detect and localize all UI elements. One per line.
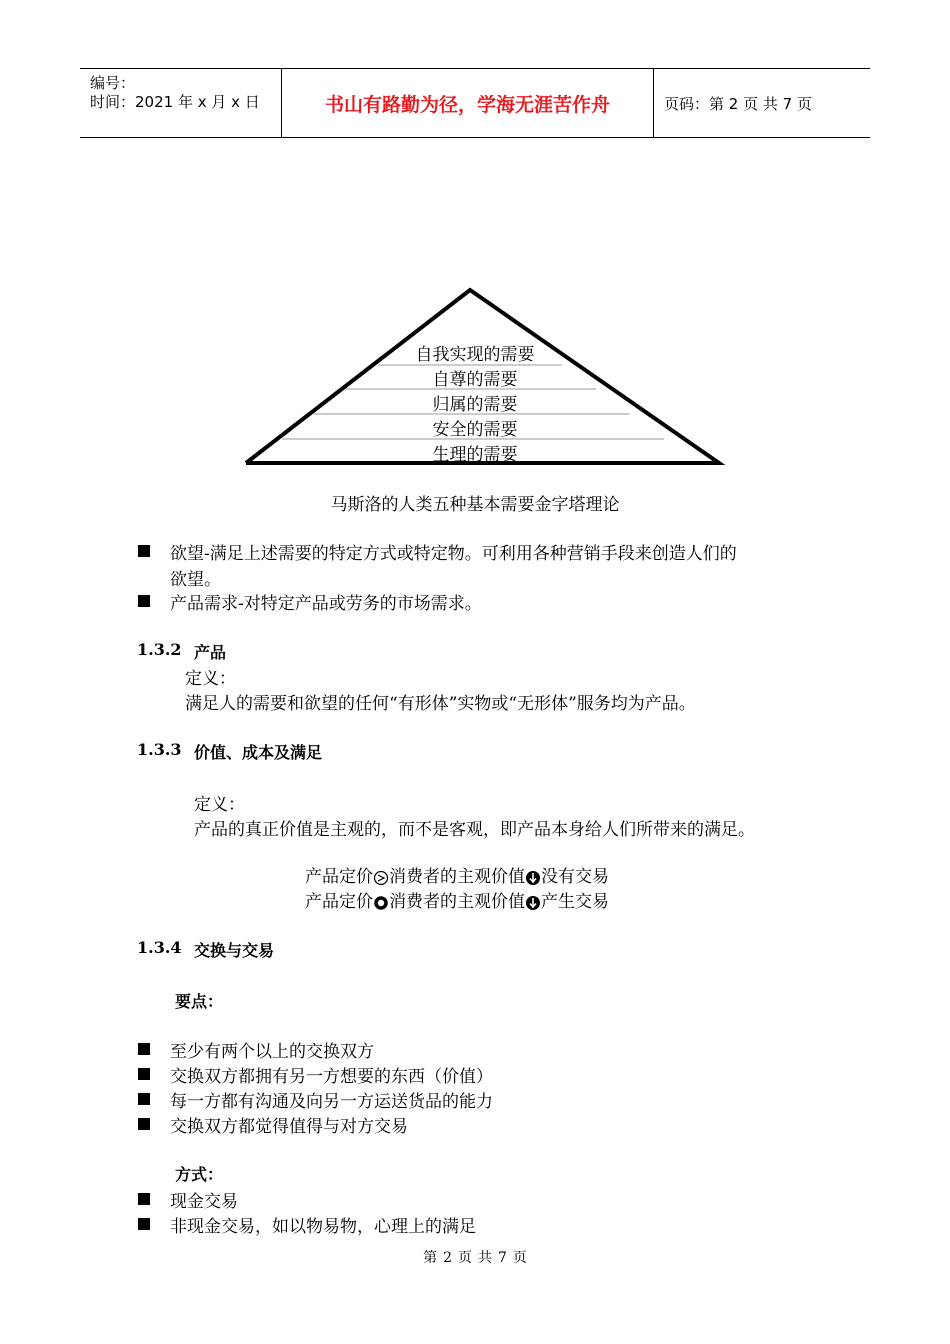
pyramid-level-physiological: 生理的需要: [432, 445, 518, 465]
down-arrow-circle-icon: [525, 895, 541, 911]
bullet-text-continued: 欲望。: [170, 570, 221, 590]
section-title: 产品: [194, 643, 227, 662]
methods-label: 方式：: [175, 1165, 224, 1184]
footer-text: 第: [423, 1250, 438, 1266]
bullet-square-icon: [138, 1118, 150, 1130]
list-item: 现金交易: [170, 1192, 238, 1212]
definition-label: 定义：: [185, 669, 236, 689]
pyramid-level-esteem: 自尊的需要: [432, 370, 518, 390]
bullet-square-icon: [138, 1043, 150, 1055]
section-number: 1.3.3: [137, 740, 182, 759]
page-footer: [0, 1247, 950, 1267]
ring-icon: [373, 895, 389, 911]
pyramid-level-belonging: 归属的需要: [432, 395, 518, 415]
list-item: 非现金交易，如以物易物，心理上的满足: [170, 1217, 476, 1237]
section-number: 1.3.4: [137, 938, 182, 957]
definition-text: 满足人的需要和欲望的任何“有形体”实物或“无形体”服务均为产品。: [185, 694, 696, 714]
footer-total-pages: 7: [498, 1250, 507, 1266]
bullet-square-icon: [138, 595, 150, 607]
header-page-info: 页码：第 2 页 共 7 页: [664, 94, 812, 113]
pyramid-caption: 马斯洛的人类五种基本需要金字塔理论: [330, 495, 620, 515]
pyramid-level-self-actualization: 自我实现的需要: [415, 345, 535, 365]
bullet-square-icon: [138, 1068, 150, 1080]
footer-page-number: 2: [443, 1250, 452, 1266]
bullet-text: 欲望-满足上述需要的特定方式或特定物。可利用各种营销手段来创造人们的: [170, 544, 737, 564]
list-item: 至少有两个以上的交换双方: [170, 1042, 374, 1062]
bullet-text: 产品需求-对特定产品或劳务的市场需求。: [170, 594, 482, 614]
bullet-square-icon: [138, 1093, 150, 1105]
section-title: 价值、成本及满足: [194, 743, 323, 762]
footer-text: 页: [458, 1250, 472, 1266]
definition-text: 产品的真正价值是主观的，而不是客观，即产品本身给人们所带来的满足。: [194, 820, 755, 840]
formula-term-value: 消费者的主观价值: [389, 867, 525, 887]
time-label: 时间：2021 年 x 月 x 日: [90, 93, 260, 111]
formula-term-price: 产品定价: [305, 867, 373, 887]
footer-text: 页: [512, 1250, 527, 1266]
pyramid-level-safety: 安全的需要: [432, 420, 518, 440]
footer-text: 共: [478, 1250, 492, 1266]
formula-result: 没有交易: [541, 867, 609, 887]
list-item: 每一方都有沟通及向另一方运送货品的能力: [170, 1092, 493, 1112]
serial-label: 编号：: [90, 74, 136, 92]
list-item: 交换双方都觉得值得与对方交易: [170, 1117, 408, 1137]
bullet-square-icon: [138, 1193, 150, 1205]
bullet-square-icon: [138, 1218, 150, 1230]
formula-trade: [305, 887, 609, 912]
list-item: 交换双方都拥有另一方想要的东西（价值）: [170, 1067, 493, 1087]
section-title: 交换与交易: [194, 941, 275, 960]
header-motto: 书山有路勤为径，学海无涯苦作舟: [282, 69, 654, 137]
section-number: 1.3.2: [137, 640, 182, 659]
formula-result: 产生交易: [541, 892, 609, 912]
bullet-square-icon: [138, 545, 150, 557]
definition-label: 定义：: [194, 795, 245, 815]
formula-term-value: 消费者的主观价值: [389, 892, 525, 912]
formula-term-price: 产品定价: [305, 892, 373, 912]
formula-no-trade: [305, 862, 609, 887]
greater-than-circle-icon: [373, 870, 389, 886]
down-arrow-circle-icon: [525, 870, 541, 886]
points-label: 要点：: [175, 992, 224, 1011]
